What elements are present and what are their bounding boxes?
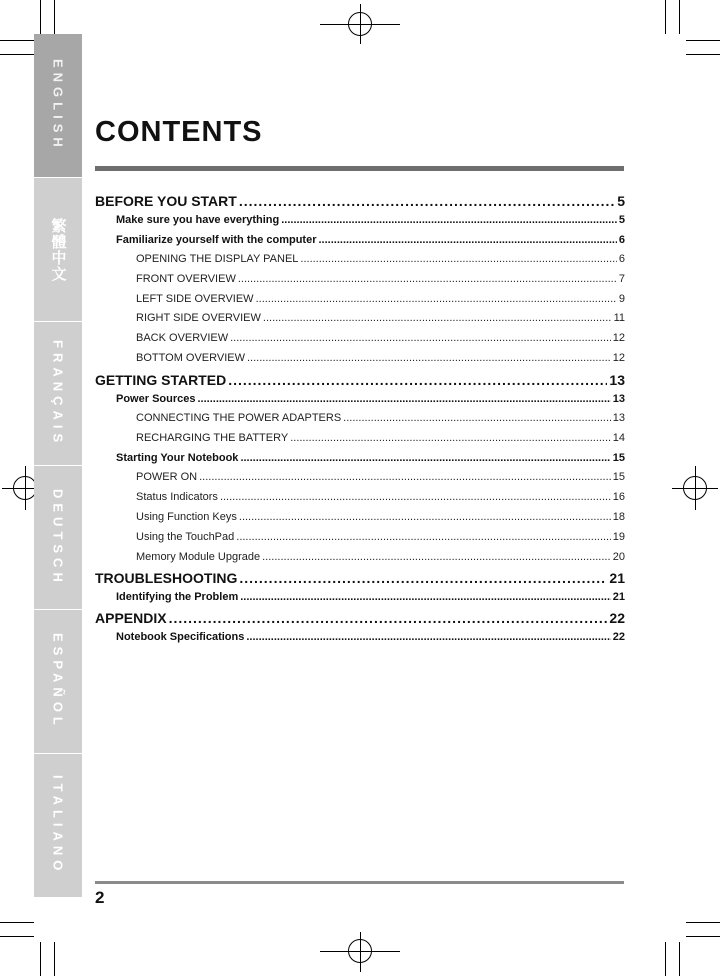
toc-entry[interactable]	[95, 452, 625, 471]
toc-entry-page: 7	[618, 272, 625, 285]
toc-entry[interactable]	[95, 570, 625, 590]
toc-entry-title: OPENING THE DISPLAY PANEL	[136, 253, 299, 265]
toc-entry-title: Status Indicators	[136, 491, 218, 504]
toc-entry[interactable]	[95, 234, 625, 253]
toc-entry-page: 13	[612, 392, 625, 405]
toc-entry-page: 6	[618, 234, 625, 246]
toc-entry[interactable]	[95, 631, 625, 650]
toc-leader-dots	[236, 531, 610, 543]
toc-leader-dots	[262, 551, 611, 563]
toc-entry-page: 21	[609, 570, 625, 587]
toc-leader-dots	[246, 631, 610, 643]
toc-entry-title: BACK OVERVIEW	[136, 332, 229, 345]
toc-entry-title: Using the TouchPad	[136, 530, 235, 543]
toc-leader-dots	[228, 372, 607, 388]
table-of-contents	[95, 193, 625, 650]
toc-entry-title: Using Function Keys	[136, 510, 237, 523]
toc-entry-title: Make sure you have everything	[116, 214, 280, 226]
toc-entry-page: 15	[612, 452, 625, 465]
toc-entry-page: 18	[612, 510, 625, 523]
toc-entry[interactable]	[95, 432, 625, 452]
tab-label: ESPAÑOL	[50, 633, 66, 730]
toc-entry[interactable]	[95, 352, 625, 372]
tab-label: ITALIANO	[50, 775, 66, 876]
toc-entry-page: 21	[612, 591, 625, 604]
toc-entry-title: RIGHT SIDE OVERVIEW	[136, 312, 261, 325]
toc-leader-dots	[239, 193, 615, 209]
toc-leader-dots	[319, 234, 617, 246]
toc-entry-title: Notebook Specifications	[116, 631, 245, 644]
tab-english[interactable]	[34, 34, 82, 177]
toc-leader-dots	[300, 253, 616, 265]
toc-entry[interactable]	[95, 471, 625, 491]
toc-entry-title: TROUBLESHOOTING	[95, 570, 238, 587]
toc-entry-title: Identifying the Problem	[116, 591, 239, 604]
toc-entry[interactable]	[95, 273, 625, 293]
toc-leader-dots	[230, 332, 611, 344]
toc-entry-title: CONNECTING THE POWER ADAPTERS	[136, 411, 342, 424]
toc-entry[interactable]	[95, 372, 625, 392]
toc-entry-page: 5	[617, 193, 625, 209]
toc-entry-title: GETTING STARTED	[95, 371, 227, 388]
toc-entry[interactable]	[95, 610, 625, 630]
toc-entry-page: 22	[609, 610, 625, 627]
toc-entry-page: 22	[612, 631, 625, 644]
toc-entry[interactable]	[95, 591, 625, 610]
toc-leader-dots	[197, 393, 610, 405]
toc-entry[interactable]	[95, 293, 625, 313]
toc-leader-dots	[239, 511, 611, 523]
tab-label: DEUTSCH	[50, 488, 66, 587]
toc-entry[interactable]	[95, 511, 625, 531]
tab-italian[interactable]	[34, 754, 82, 897]
title-divider	[95, 166, 624, 171]
toc-entry-page: 5	[618, 214, 625, 226]
toc-entry-title: Starting Your Notebook	[116, 452, 239, 465]
page-number: 2	[95, 888, 105, 907]
tab-label: ENGLISH	[50, 59, 66, 152]
tab-traditional-chinese[interactable]	[34, 178, 82, 321]
toc-leader-dots	[169, 610, 608, 626]
toc-entry-page: 15	[612, 471, 625, 484]
toc-leader-dots	[239, 570, 607, 586]
toc-entry-title: Familiarize yourself with the computer	[116, 234, 317, 246]
tab-french[interactable]	[34, 322, 82, 465]
toc-entry-page: 6	[618, 253, 625, 265]
toc-entry-page: 12	[612, 351, 625, 364]
toc-entry-page: 13	[609, 371, 625, 388]
toc-leader-dots	[247, 352, 611, 364]
toc-entry-page: 13	[612, 411, 625, 424]
toc-leader-dots	[290, 432, 611, 444]
toc-entry[interactable]	[95, 332, 625, 352]
tab-spanish[interactable]	[34, 610, 82, 753]
toc-entry-page: 12	[612, 332, 625, 345]
toc-leader-dots	[240, 452, 610, 464]
toc-entry-title: FRONT OVERVIEW	[136, 272, 236, 285]
toc-leader-dots	[220, 491, 611, 503]
toc-leader-dots	[240, 591, 611, 603]
toc-entry-page: 9	[618, 292, 625, 305]
tab-german[interactable]	[34, 466, 82, 609]
toc-entry-title: RECHARGING THE BATTERY	[136, 431, 289, 444]
toc-leader-dots	[281, 214, 617, 226]
page-title: CONTENTS	[95, 116, 263, 148]
tab-label: FRANÇAIS	[50, 339, 66, 448]
toc-leader-dots	[238, 273, 617, 285]
toc-entry-title: APPENDIX	[95, 610, 167, 627]
language-tabs	[34, 34, 82, 898]
toc-leader-dots	[343, 412, 611, 424]
toc-entry-title: POWER ON	[136, 471, 198, 484]
toc-entry-page: 14	[612, 431, 625, 444]
toc-entry[interactable]	[95, 551, 625, 571]
toc-entry[interactable]	[95, 253, 625, 273]
toc-entry[interactable]	[95, 214, 625, 233]
toc-leader-dots	[256, 293, 617, 305]
toc-entry-title: LEFT SIDE OVERVIEW	[136, 292, 254, 305]
toc-entry-title: Power Sources	[116, 392, 196, 405]
toc-entry[interactable]	[95, 393, 625, 412]
toc-entry[interactable]	[95, 491, 625, 511]
toc-entry-page: 11	[613, 312, 625, 325]
footer-divider	[95, 881, 624, 884]
toc-entry[interactable]	[95, 412, 625, 432]
toc-leader-dots	[263, 312, 612, 324]
toc-leader-dots	[199, 471, 611, 483]
tab-label: 繁體中文	[49, 217, 67, 282]
toc-entry-title: BOTTOM OVERVIEW	[136, 351, 245, 364]
toc-entry-title: Memory Module Upgrade	[136, 550, 261, 563]
toc-entry[interactable]	[95, 531, 625, 551]
toc-entry[interactable]	[95, 193, 625, 213]
toc-entry[interactable]	[95, 312, 625, 332]
toc-entry-page: 16	[612, 491, 625, 504]
toc-entry-title: BEFORE YOU START	[95, 193, 237, 209]
toc-entry-page: 19	[612, 530, 625, 543]
toc-entry-page: 20	[612, 550, 625, 563]
